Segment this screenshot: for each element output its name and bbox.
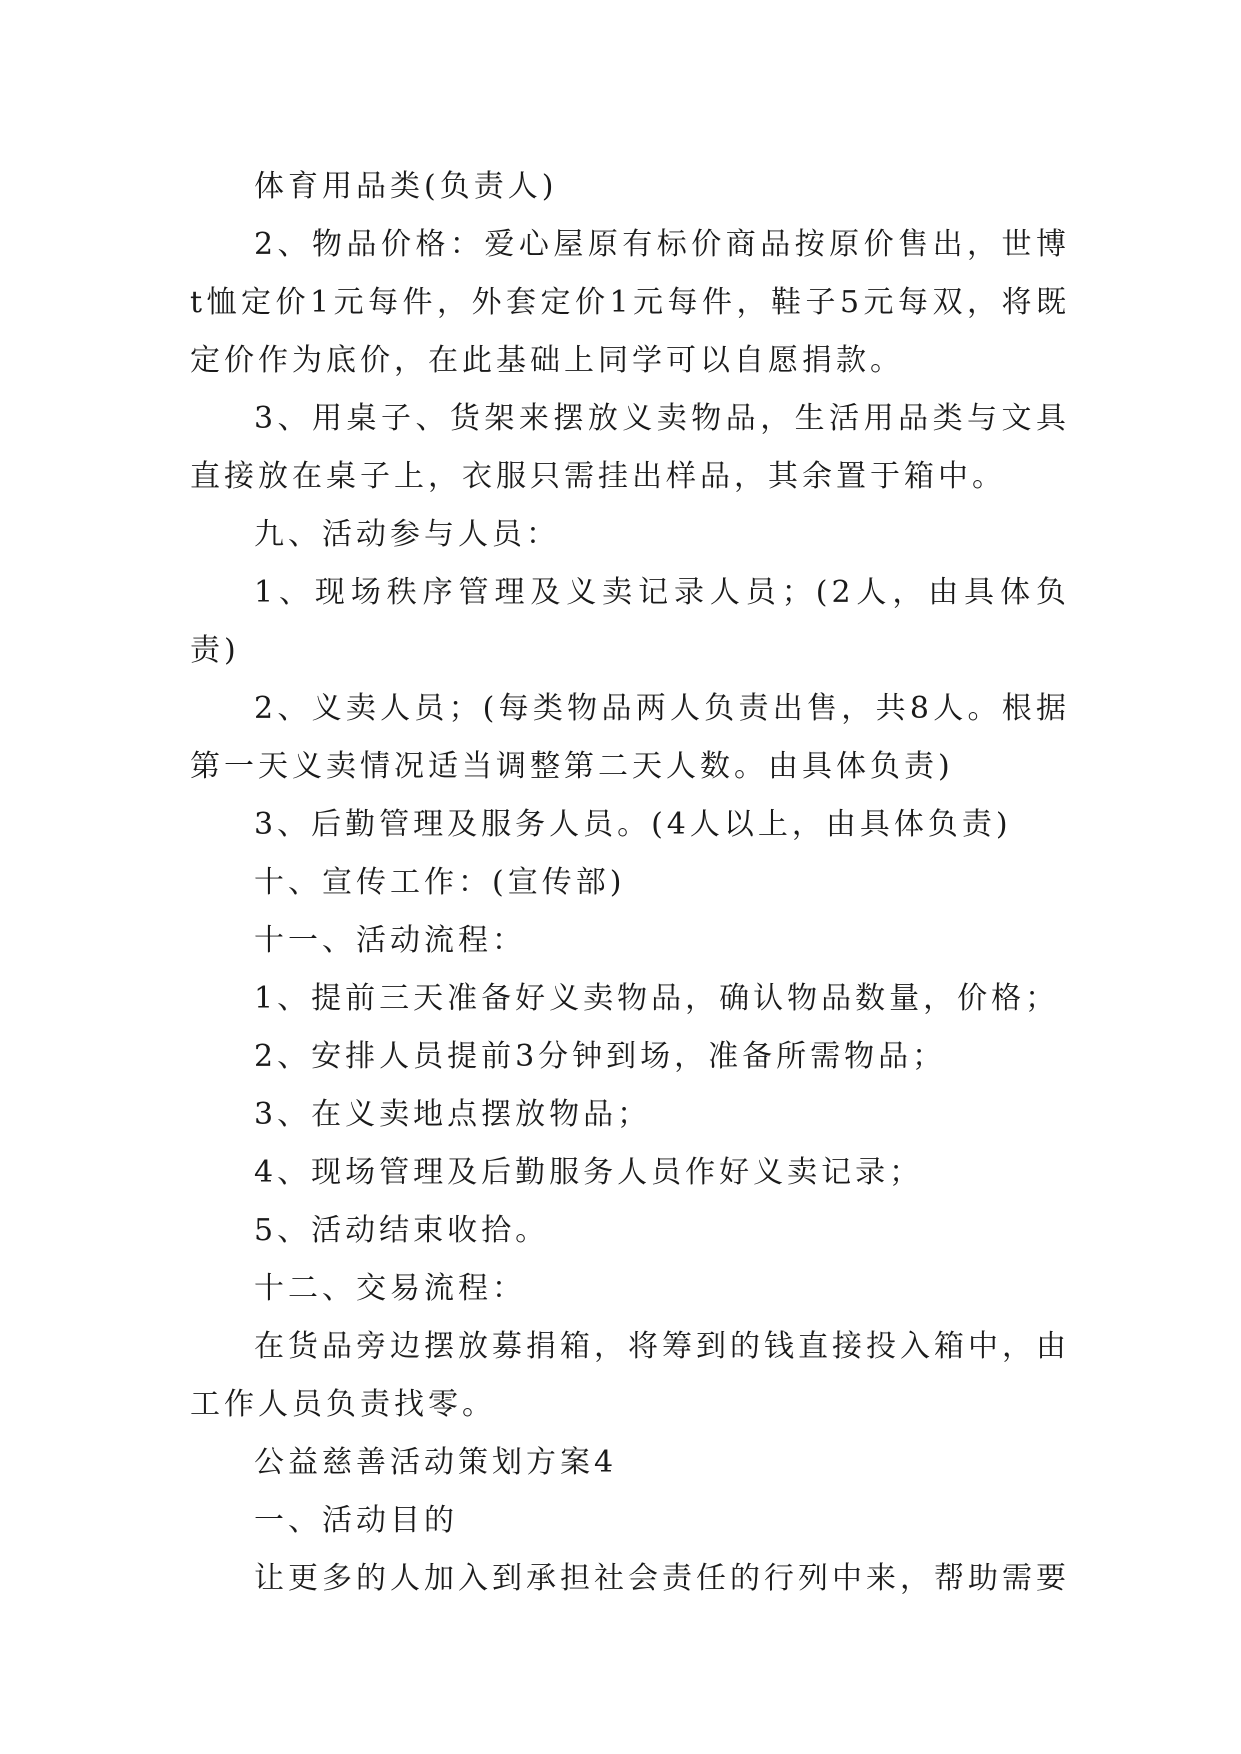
paragraph-process-step-3: 3、在义卖地点摆放物品；: [254, 1097, 652, 1132]
heading-activity-process: 十一、活动流程：: [254, 923, 526, 958]
heading-participants: 九、活动参与人员：: [254, 517, 560, 552]
paragraph-order-staff: 1、现场秩序管理及义卖记录人员；(2人，由具体负责): [190, 575, 1070, 668]
heading-transaction-process: 十二、交易流程：: [254, 1271, 526, 1306]
paragraph-process-step-4: 4、现场管理及后勤服务人员作好义卖记录；: [254, 1155, 924, 1190]
heading-activity-purpose: 一、活动目的: [254, 1503, 458, 1538]
paragraph-sports-goods: 体育用品类(负责人): [254, 169, 558, 204]
paragraph-process-step-2: 2、安排人员提前3分钟到场，准备所需物品；: [254, 1039, 947, 1074]
paragraph-display: 3、用桌子、货架来摆放义卖物品，生活用品类与文具直接放在桌子上，衣服只需挂出样品，其余置于箱中。: [190, 401, 1070, 494]
paragraph-process-step-1: 1、提前三天准备好义卖物品，确认物品数量，价格；: [254, 981, 1060, 1016]
heading-publicity: 十、宣传工作：(宣传部): [254, 865, 626, 900]
paragraph-item-price: 2、物品价格：爱心屋原有标价商品按原价售出，世博t恤定价1元每件，外套定价1元每件，鞋子5元每双，将既定价作为底价，在此基础上同学可以自愿捐款。: [190, 227, 1070, 378]
paragraph-transaction: 在货品旁边摆放募捐箱，将筹到的钱直接投入箱中，由工作人员负责找零。: [190, 1329, 1070, 1422]
paragraph-sales-staff: 2、义卖人员；(每类物品两人负责出售，共8人。根据第一天义卖情况适当调整第二天人数。由具体负责): [190, 691, 1070, 784]
paragraph-logistics-staff: 3、后勤管理及服务人员。(4人以上，由具体负责): [254, 807, 1012, 842]
document-page: [190, 158, 1070, 1608]
heading-plan-4: 公益慈善活动策划方案4: [254, 1445, 618, 1480]
paragraph-purpose: 让更多的人加入到承担社会责任的行列中来，帮助需要: [254, 1561, 1070, 1596]
paragraph-process-step-5: 5、活动结束收拾。: [254, 1213, 550, 1248]
